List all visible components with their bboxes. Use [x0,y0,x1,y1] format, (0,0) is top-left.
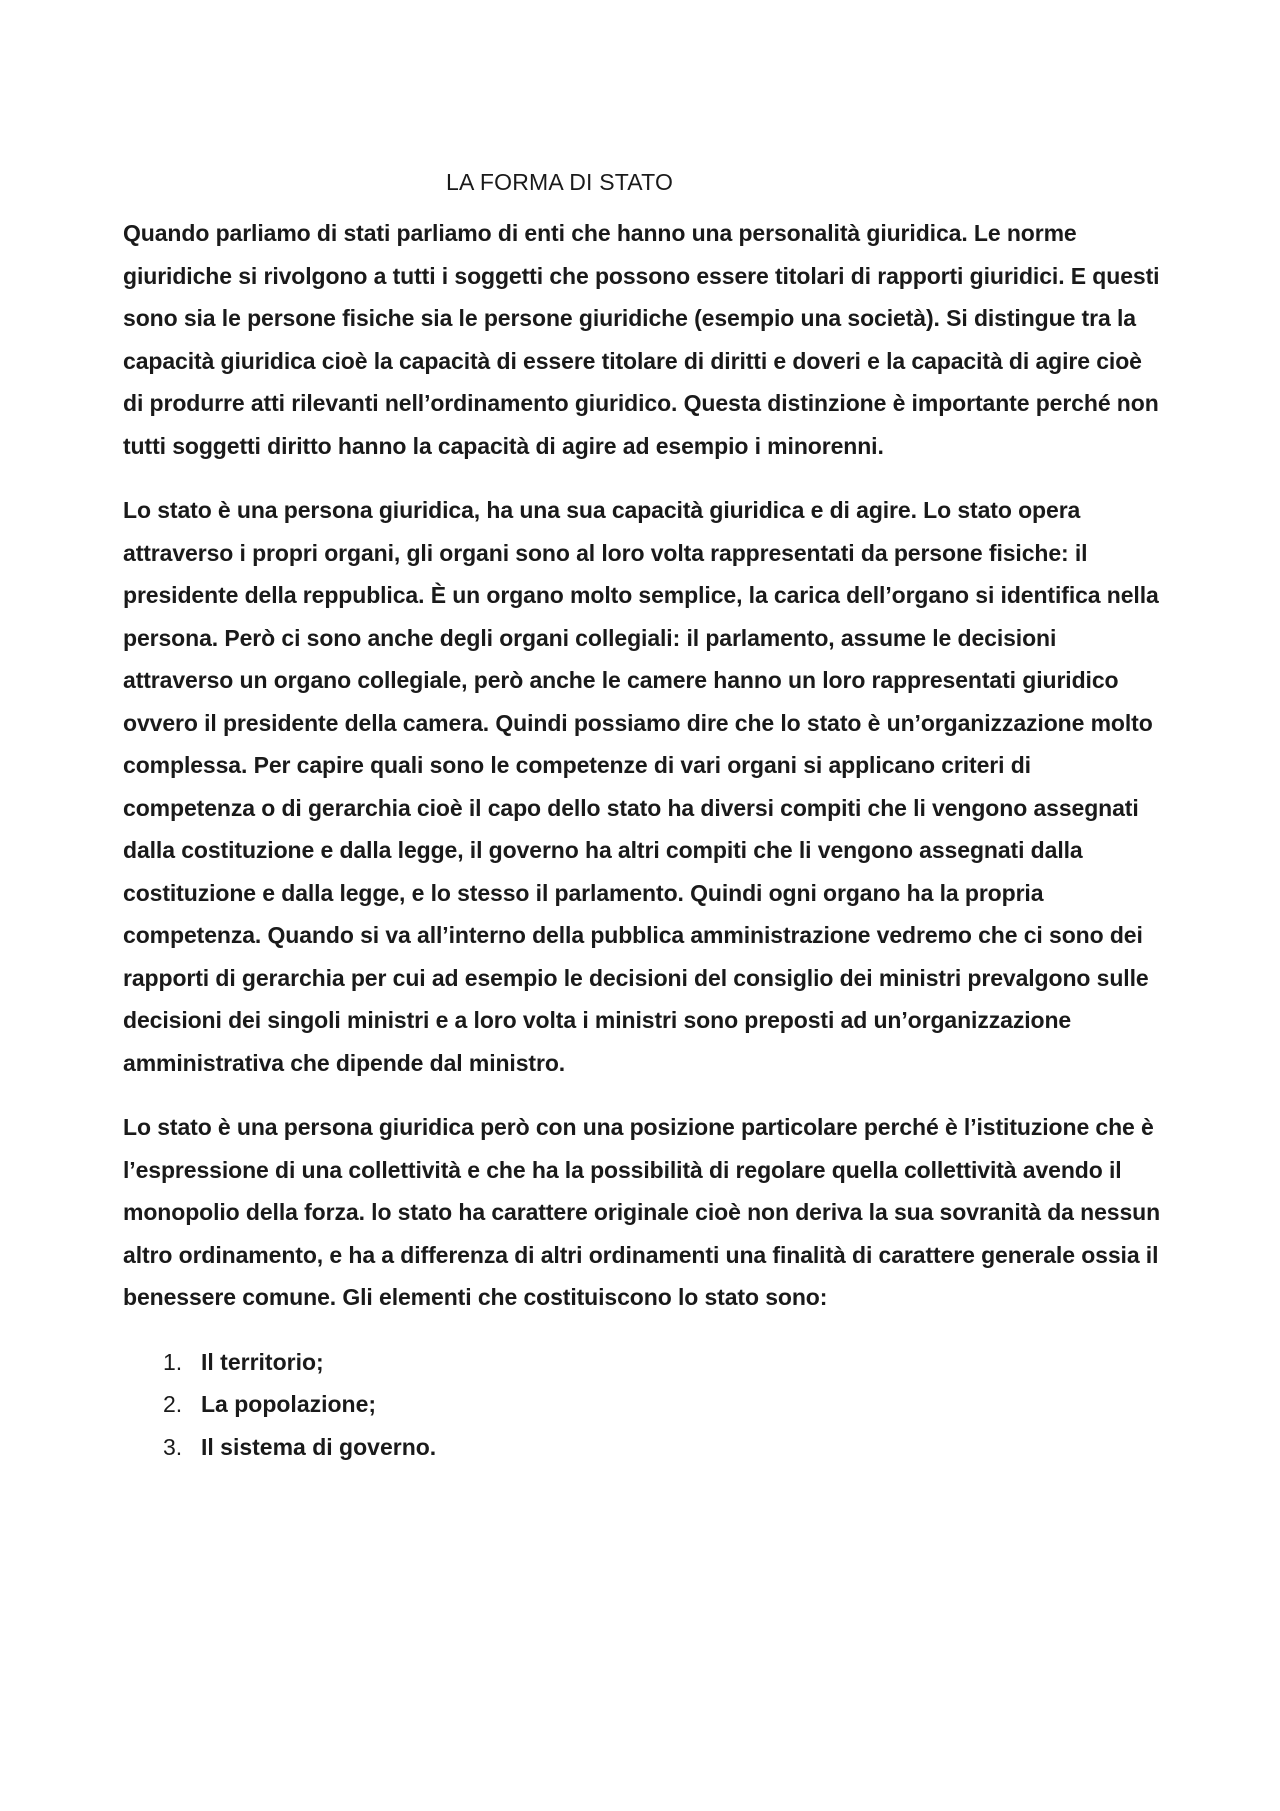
paragraph-1: Quando parliamo di stati parliamo di enti che hanno una personalità giuridica. Le norme giuridiche si rivolgono a tutti i soggetti che possono essere titolari di rapporti giuridici. E questi sono sia le persone fisiche sia le persone giuridiche (esempio una società). Si distingue tra la capacità giuridica cioè la capacità di essere titolare di diritti e doveri e la capacità di agire cioè di produrre atti rilevanti nell’ordinamento giuridico. Questa distinzione è importante perché non tutti soggetti diritto hanno la capacità di agire ad esempio i minorenni. [123,220,1160,459]
list-text: Il sistema di governo. [201,1433,437,1460]
list-item-sistema-di-governo [163,1426,1168,1469]
list-number: 2. [163,1391,183,1417]
list-text: Il territorio; [201,1348,324,1375]
elements-list [123,1341,1168,1469]
list-number: 1. [163,1348,183,1375]
list-item-popolazione [163,1383,1168,1426]
paragraph-2: Lo stato è una persona giuridica, ha una sua capacità giuridica e di agire. Lo stato opera attraverso i propri organi, gli organi sono al loro volta rappresentati da persone fisiche: il presidente della reppublica. È un organo molto semplice, la carica dell’organo si identifica nella persona. Però ci sono anche degli organi collegiali: il parlamento, assume le decisioni attraverso un organo collegiale, però anche le camere hanno un loro rappresentati giuridico ovvero il presidente della camera. Quindi possiamo dire che lo stato è un’organizzazione molto complessa. Per capire quali sono le competenze di vari organi si applicano criteri di competenza o di gerarchia cioè il capo dello stato ha diversi compiti che li vengono assegnati dalla costituzione e dalla legge, il governo ha altri compiti che li vengono assegnati dalla costituzione e dalla legge, e lo stesso il parlamento. Quindi ogni organo ha la propria competenza. Quando si va all’interno della pubblica amministrazione vedremo che ci sono dei rapporti di gerarchia per cui ad esempio le decisioni del consiglio dei ministri prevalgono sulle decisioni dei singoli ministri e a loro volta i ministri sono preposti ad un’organizzazione amministrativa che dipende dal ministro. [123,497,1159,1076]
list-number: 3. [163,1433,183,1460]
document-body [123,166,1168,1468]
paragraph-3: Lo stato è una persona giuridica però con una posizione particolare perché è l’istituzione che è l’espressione di una collettività e che ha la possibilità di regolare quella collettività avendo il monopolio della forza. lo stato ha carattere originale cioè non deriva la sua sovranità da nessun altro ordinamento, e ha a differenza di altri ordinamenti una finalità di carattere generale ossia il benessere comune. Gli elementi che costituiscono lo stato sono: [123,1114,1161,1310]
list-item-territorio [163,1341,1168,1384]
list-text: La popolazione; [201,1391,377,1417]
document-title: LA FORMA DI STATO [446,169,674,195]
